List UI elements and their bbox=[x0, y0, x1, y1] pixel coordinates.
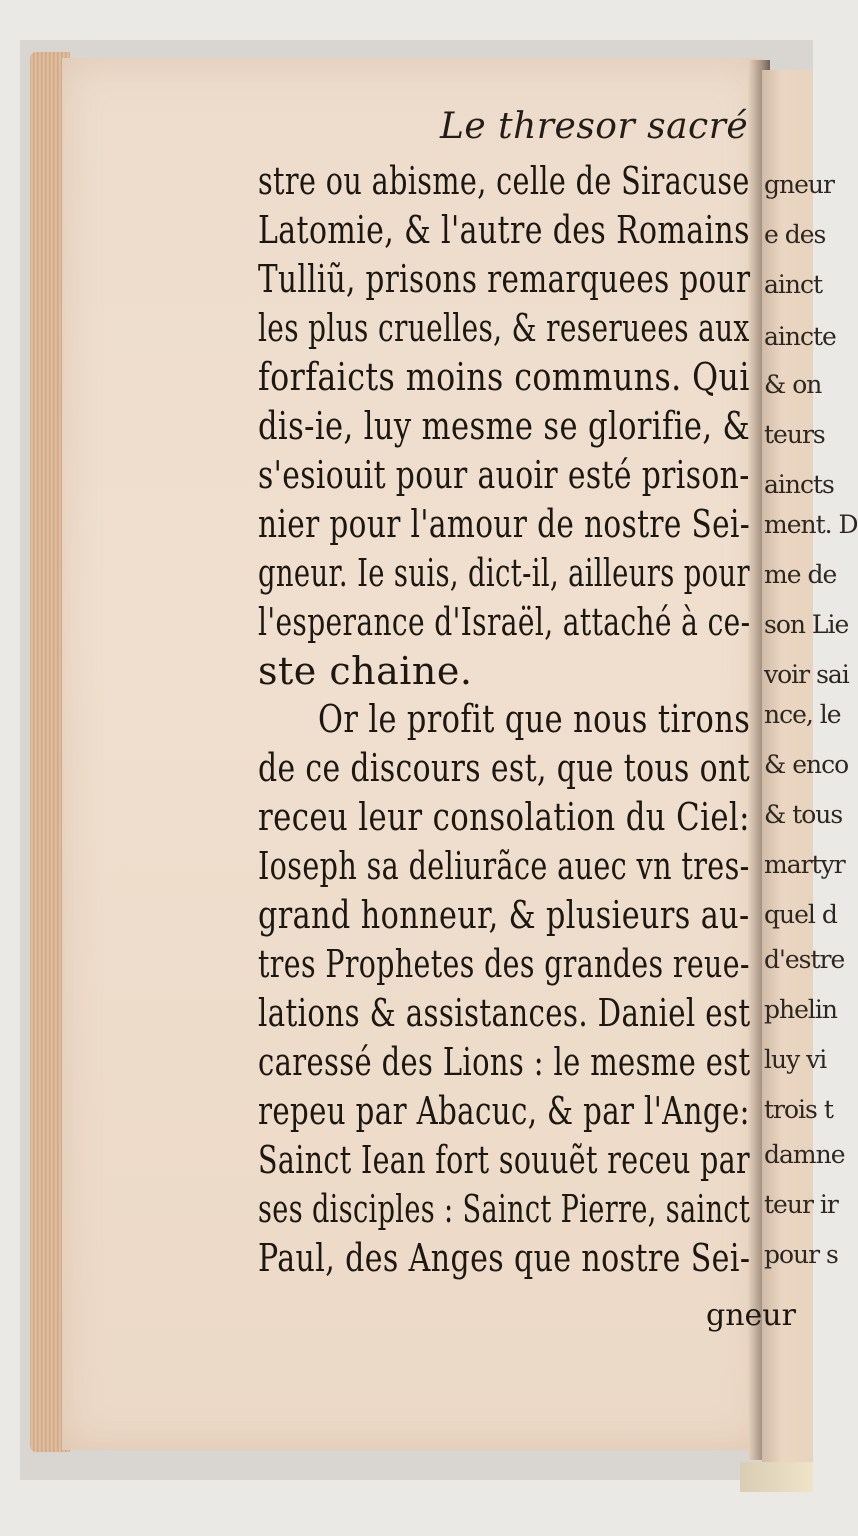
running-head: Le thresor sacré bbox=[440, 106, 749, 147]
text-line: Sainct Iean fort souuẽt receu par bbox=[258, 1138, 751, 1182]
facing-fragment: luy vi bbox=[764, 1045, 827, 1074]
text-line: grand honneur, & plusieurs au- bbox=[258, 893, 750, 937]
text-line: Ioseph sa deliurãce auec vn tres- bbox=[258, 844, 750, 888]
facing-fragment: ment. D bbox=[764, 510, 858, 539]
facing-fragment: phelin bbox=[764, 995, 837, 1024]
facing-fragment: & enco bbox=[764, 750, 849, 779]
text-line: s'esiouit pour auoir esté prison- bbox=[258, 453, 750, 497]
facing-fragment: quel d bbox=[764, 900, 837, 929]
facing-fragment: ainct bbox=[764, 270, 823, 299]
text-line: forfaicts moins communs. Qui bbox=[258, 355, 750, 399]
text-line: repeu par Abacuc, & par l'Ange: bbox=[258, 1089, 750, 1133]
text-line: caressé des Lions : le mesme est bbox=[258, 1040, 751, 1084]
facing-fragment: d'estre bbox=[764, 945, 845, 974]
facing-fragment: trois t bbox=[764, 1095, 833, 1124]
facing-fragment: damne bbox=[764, 1140, 845, 1169]
text-line: ses disciples : Sainct Pierre, sainct bbox=[258, 1187, 751, 1231]
text-line: de ce discours est, que tous ont bbox=[258, 746, 750, 790]
facing-fragment: aincts bbox=[764, 470, 834, 499]
facing-fragment: nce, le bbox=[764, 700, 841, 729]
text-line: l'esperance d'Israël, attaché à ce- bbox=[258, 600, 751, 644]
text-line: Or le profit que nous tirons bbox=[318, 697, 751, 741]
text-line: Tulliũ, prisons remarquees pour bbox=[258, 257, 751, 301]
facing-fragment: teurs bbox=[764, 420, 825, 449]
text-line: Paul, des Anges que nostre Sei- bbox=[258, 1236, 751, 1280]
text-line: nier pour l'amour de nostre Sei- bbox=[258, 502, 751, 546]
text-line: Latomie, & l'autre des Romains bbox=[258, 208, 750, 252]
text-line: tres Prophetes des grandes reue- bbox=[258, 942, 750, 986]
facing-fragment: son Lie bbox=[764, 610, 849, 639]
facing-fragment: e des bbox=[764, 220, 826, 249]
facing-fragment: voir sai bbox=[764, 660, 849, 689]
facing-fragment: & on bbox=[764, 370, 822, 399]
text-line: stre ou abisme, celle de Siracuse bbox=[258, 159, 750, 203]
text-line: dis-ie, luy mesme se glorifie, & bbox=[258, 404, 751, 448]
catchword: gneur bbox=[706, 1298, 796, 1333]
facing-fragment: & tous bbox=[764, 800, 843, 829]
facing-fragment: teur ir bbox=[764, 1190, 838, 1219]
facing-fragment: me de bbox=[764, 560, 837, 589]
facing-page bbox=[762, 70, 858, 1470]
page-ribbon bbox=[740, 1462, 813, 1492]
facing-fragment: gneur bbox=[764, 170, 834, 199]
text-line: ste chaine. bbox=[258, 649, 473, 693]
text-line: receu leur consolation du Ciel: bbox=[258, 795, 750, 839]
facing-fragment: aincte bbox=[764, 322, 836, 351]
text-line: les plus cruelles, & reseruees aux bbox=[258, 306, 750, 350]
facing-fragment: martyr bbox=[764, 850, 845, 879]
text-line: lations & assistances. Daniel est bbox=[258, 991, 751, 1035]
facing-fragment: pour s bbox=[764, 1240, 838, 1269]
text-line: gneur. Ie suis, dict-il, ailleurs pour bbox=[258, 551, 750, 595]
